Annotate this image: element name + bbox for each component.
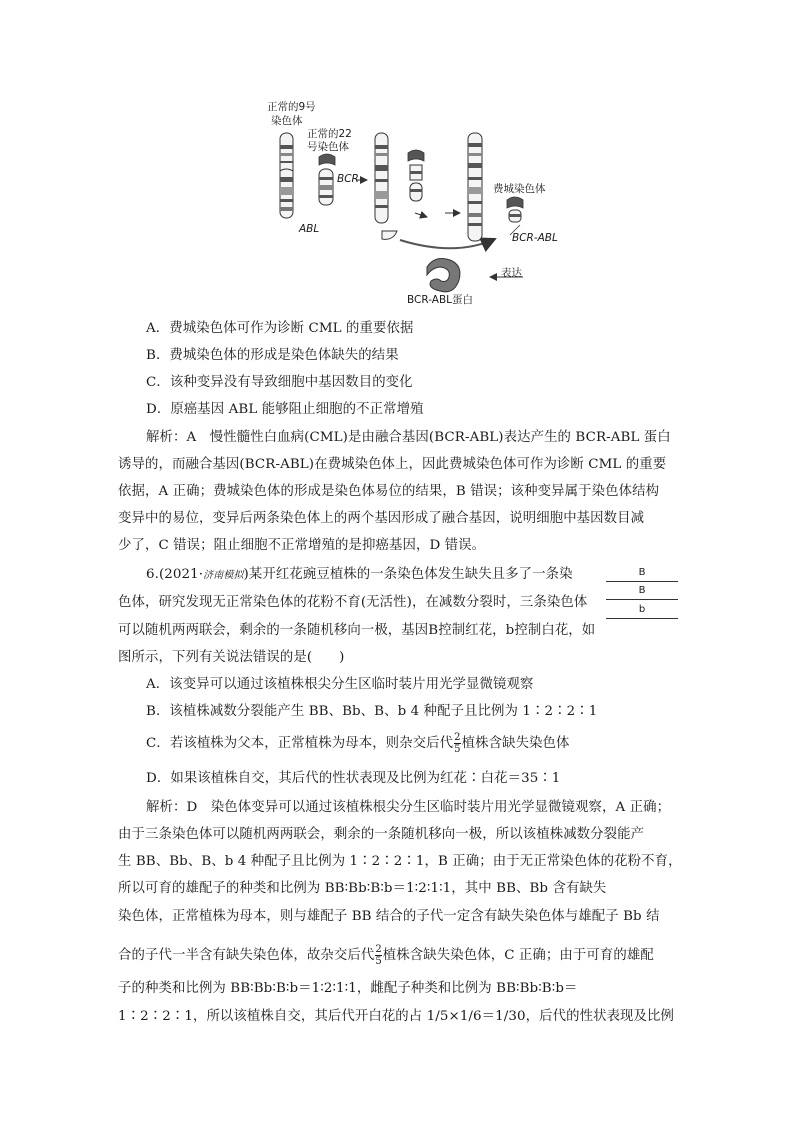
fraction-two-fifths-analysis — [375, 944, 381, 967]
q6-option-b: B．该植株减数分裂能产生 BB、Bb、B、b 4 种配子且比例为 1∶2∶2∶1 — [146, 704, 598, 719]
q6-option-d: D．如果该植株自交，其后代的性状表现及比例为红花∶白花＝35∶1 — [146, 771, 561, 786]
q6-stem-line-3: 可以随机两两联会，剩余的一条随机移向一极，基因B控制红花，b控制白花，如 — [118, 623, 596, 638]
fraction-denominator: 5 — [454, 744, 461, 755]
chromosome-9-broken — [375, 133, 397, 239]
bcr-abl-protein-icon — [427, 259, 460, 292]
q6-analysis-line-6-pre: 合的子代一半含有缺失染色体，故杂交后代 — [118, 948, 375, 963]
fraction-numerator: 2 — [454, 732, 461, 743]
q6-analysis-line-4: 所以可育的雄配子的种类和比例为 BB∶Bb∶B∶b＝1∶2∶1∶1，其中 BB、Bb 含有缺失 — [118, 881, 607, 896]
q5-analysis-line-4: 变异中的易位，变异后两条染色体上的两个基因形成了融合基因，说明细胞中基因数目减 — [118, 511, 645, 526]
fraction-denominator: 5 — [375, 956, 382, 967]
q6-option-c — [146, 732, 570, 755]
q6-option-c-post: 植株含缺失染色体 — [461, 736, 570, 751]
q5-analysis-line-1: 解析：A 慢性髓性白血病(CML)是由融合基因(BCR-ABL)表达产生的 BCR-ABL 蛋白 — [146, 430, 671, 445]
gene-label-2: B — [638, 585, 646, 596]
label-chr9-line1: 正常的9号 — [267, 101, 316, 113]
label-express: 表达 — [501, 267, 522, 279]
q6-analysis-line-5: 染色体，正常植株为母本，则与雄配子 BB 结合的子代一定含有缺失染色体与雄配子 Bb 结 — [118, 909, 660, 924]
q6-option-c-pre: C．若该植株为父本，正常植株为母本，则杂交后代 — [146, 736, 454, 751]
label-abl: ABL — [299, 223, 320, 235]
label-chr22-line2: 号染色体 — [307, 141, 349, 153]
q6-option-a: A．该变异可以通过该植株根尖分生区临时装片用光学显微镜观察 — [146, 677, 534, 692]
q5-option-b: B．费城染色体的形成是染色体缺失的结果 — [146, 348, 399, 363]
q6-analysis-line-2: 由于三条染色体可以随机两两联会，剩余的一条随机移向一极，所以该植株减数分裂能产 — [118, 827, 645, 842]
q5-option-a: A．费城染色体可作为诊断 CML 的重要依据 — [146, 321, 414, 336]
q6-number: 6.(2021· — [146, 567, 204, 582]
label-protein: BCR-ABL蛋白 — [407, 294, 474, 306]
q5-analysis-line-2: 诱导的，而融合基因(BCR-ABL)在费城染色体上，因此费城染色体可作为诊断 CML 的重要 — [118, 457, 667, 472]
q6-analysis-line-6 — [118, 944, 654, 967]
chromosome-line-1 — [606, 581, 678, 582]
q6-stem-line-1 — [146, 566, 573, 585]
q6-source: 济南模拟 — [203, 570, 244, 581]
philadelphia-chromosome — [507, 197, 523, 222]
fraction-two-fifths — [454, 732, 460, 755]
chromosome-line-3 — [606, 618, 678, 619]
q6-analysis-line-6-post: 植株含缺失染色体，C 正确；由于可育的雄配 — [382, 948, 654, 963]
chromosome-22-broken — [408, 150, 424, 201]
q5-option-c: C．该种变异没有导致细胞中基因数目的变化 — [146, 375, 413, 390]
q5-option-d: D．原癌基因 ABL 能够阻止细胞的不正常增殖 — [146, 402, 424, 417]
gene-label-3: b — [638, 604, 646, 615]
label-chr9-line2: 染色体 — [271, 115, 303, 127]
chromosome-9-derivative — [468, 133, 482, 241]
chromosome-line-2 — [606, 599, 678, 600]
chromosome-9-normal — [280, 133, 293, 218]
fraction-numerator: 2 — [375, 944, 382, 955]
label-bcr: BCR — [337, 173, 359, 185]
chromosome-translocation-figure — [255, 95, 575, 315]
q6-analysis-line-7: 子的种类和比例为 BB∶Bb∶B∶b＝1∶2∶1∶1，雌配子种类和比例为 BB∶Bb∶B∶b＝ — [118, 981, 578, 996]
q5-analysis-line-3: 依据，A 正确；费城染色体的形成是染色体易位的结果，B 错误；该种变异属于染色体结构 — [118, 484, 660, 499]
q6-analysis-line-8: 1∶2∶2∶1，所以该植株自交，其后代开白花的占 1/5×1/6＝1/30，后代的性状表现及比例 — [118, 1009, 675, 1024]
label-bcr-abl: BCR-ABL — [512, 232, 558, 244]
q6-analysis-line-3: 生 BB、Bb、B、b 4 种配子且比例为 1∶2∶2∶1，B 正确；由于无正常染色体的花粉不育， — [118, 854, 682, 869]
q6-analysis-line-1: 解析：D 染色体变异可以通过该植株根尖分生区临时装片用光学显微镜观察，A 正确； — [146, 800, 671, 815]
chromosome-diagram — [255, 95, 575, 315]
gene-label-1: B — [638, 567, 646, 578]
chromosome-22-normal — [319, 154, 335, 205]
label-philadelphia: 费城染色体 — [493, 183, 546, 195]
q6-stem-line-2: 色体，研究发现无正常染色体的花粉不育(无活性)，在减数分裂时，三条染色体 — [118, 595, 588, 610]
q6-stem-line-4: 图所示，下列有关说法错误的是( ) — [118, 650, 345, 665]
label-chr22-line1: 正常的22 — [307, 128, 352, 140]
q5-analysis-line-5: 少了，C 错误；阻止细胞不正常增殖的是抑癌基因，D 错误。 — [118, 538, 486, 553]
gene-diagram — [606, 567, 682, 621]
q6-stem-text-1: )某开红花豌豆植株的一条染色体发生缺失且多了一条染 — [243, 567, 573, 582]
